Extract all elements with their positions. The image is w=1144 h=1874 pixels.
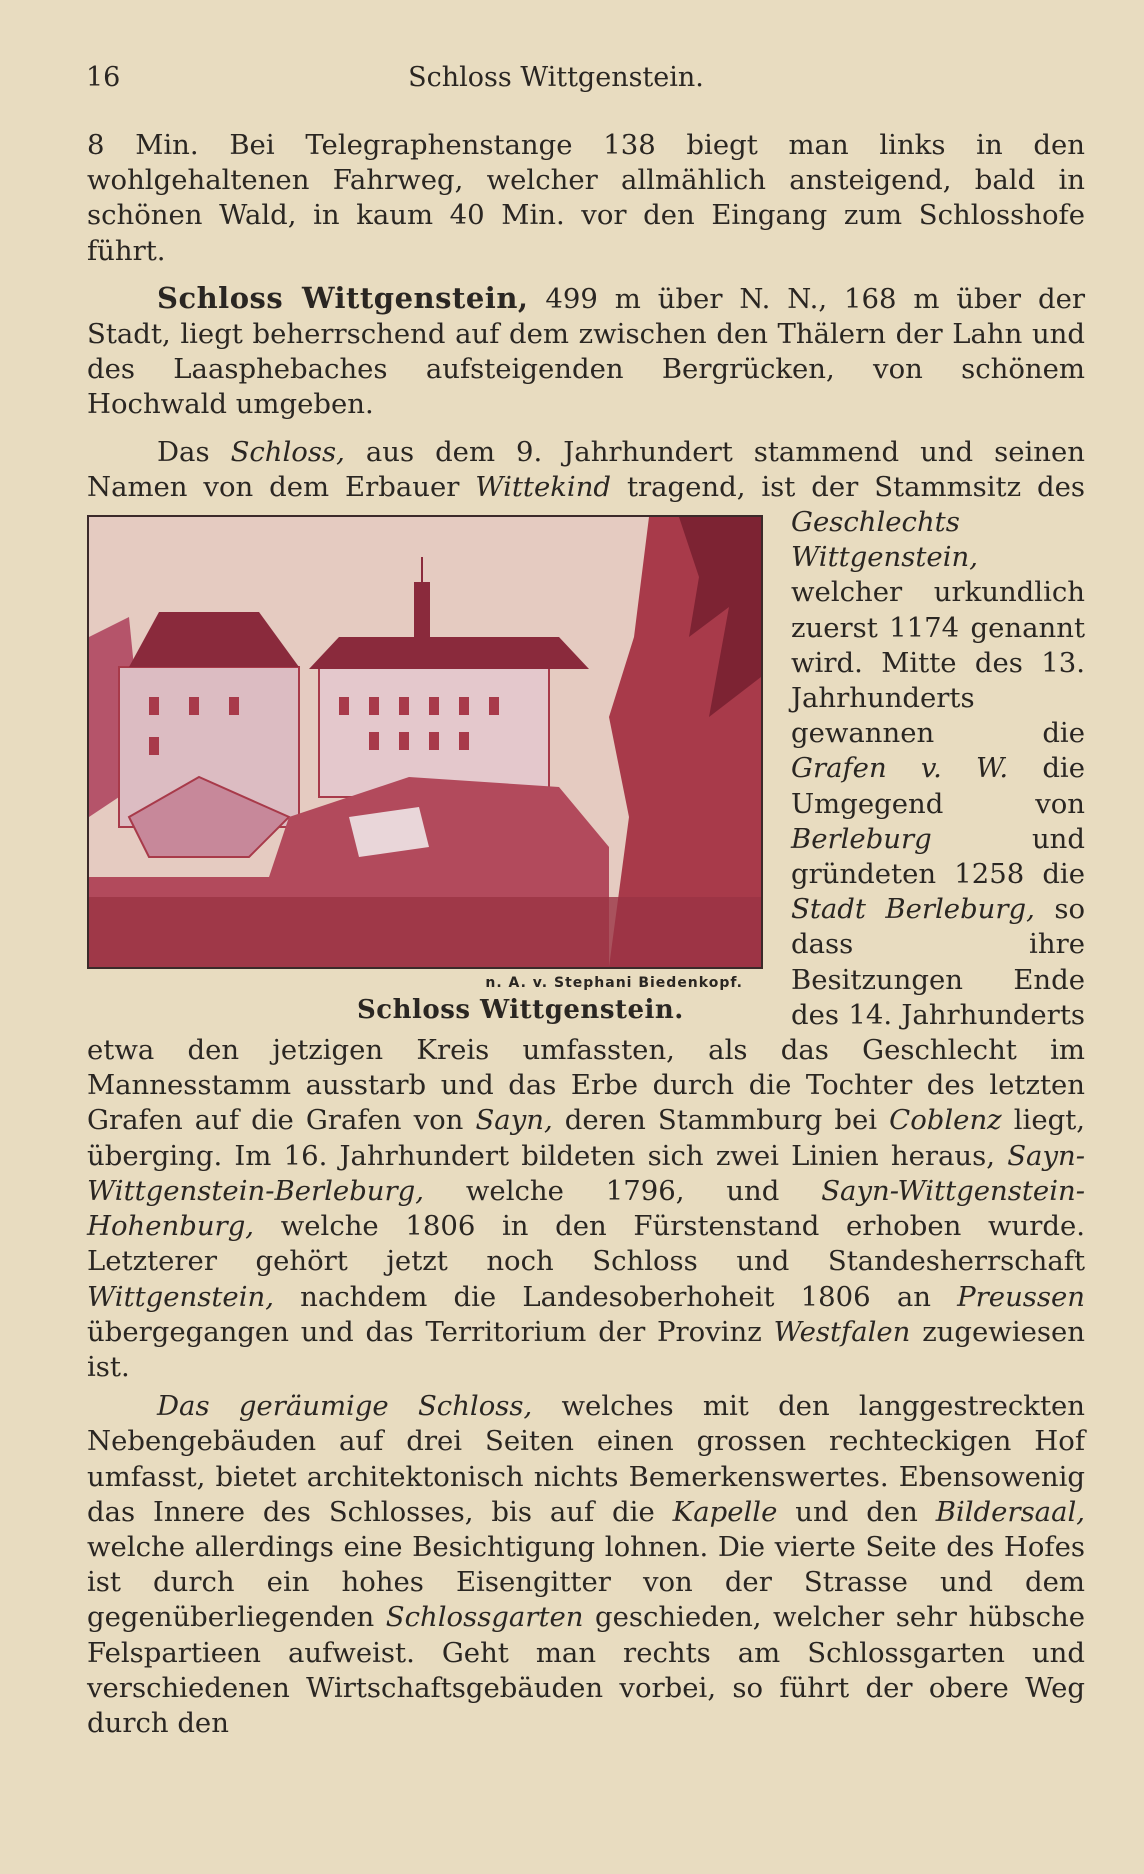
castle-figure <box>87 515 763 1025</box>
paragraph-1: 8 Min. Bei Telegraphenstange 138 biegt man links in den wohlgehaltenen Fahrweg, welcher allmählich ansteigend, bald in schönen Wald, in kaum 40 Min. vor den Eingang zum Schlosshofe führt. <box>87 129 1085 267</box>
paragraph-2: Schloss Wittgenstein, 499 m über N. N., 168 m über der Stadt, liegt beherrschend auf dem zwischen den Thälern der Lahn und des Laasphebaches aufsteigenden Bergrücken, von schönem Hochwald umgeben. <box>87 280 1085 421</box>
figure-credit: n. A. v. Stephani Biedenkopf. <box>485 975 743 992</box>
paragraph-3: Das Schloss, aus dem 9. Jahrhundert stammend und seinen Namen von dem Erbauer Wittekind tragend, ist der Stammsitz des n. A. v. Stephani Biedenkopf. Schloss Wittgenstein. Geschlechts Wittgenstein, welcher urkundlich zuerst 1174 genannt wird. Mitte des 13. Jahrhunderts gewannen die Grafen v. W. die Umgegend von Berleburg und gründeten 1258 die Stadt Berleburg, so dass ihre Besitzungen Ende des 14. Jahrhunderts etwa den jetzigen Kreis umfassten, als das Geschlecht im Mannesstamm ausstarb und das Erbe durch die Tochter des letzten Grafen auf die Grafen von Sayn, deren Stammburg bei Coblenz liegt, überging. Im 16. Jahrhundert bildeten sich zwei Linien heraus, Sayn-Wittgenstein-Berleburg, welche 1796, und Sayn-Wittgenstein-Hohenburg, welche 1806 in den Fürstenstand erhoben wurde. Letzterer gehört jetzt noch Schloss und Standesherrschaft Wittgenstein, nachdem die Landesoberhoheit 1806 an Preussen übergegangen und das Territorium der Provinz Westfalen zugewiesen ist. <box>87 435 1085 1383</box>
running-title: Schloss Wittgenstein. <box>408 62 704 93</box>
figure-caption: Schloss Wittgenstein. <box>357 995 684 1026</box>
castle-illustration <box>89 517 761 967</box>
castle-engraving <box>87 515 763 969</box>
paragraph-2-lead: Schloss Wittgenstein, <box>157 280 529 315</box>
paragraph-4: Das geräumige Schloss, welches mit den langgestreckten Nebengebäuden auf drei Seiten einen grossen rechteckigen Hof umfasst, bietet architektonisch nichts Bemerkenswertes. Ebensowenig das Innere des Schlosses, bis auf die Kapelle und den Bildersaal, welche allerdings eine Besichtigung lohnen. Die vierte Seite des Hofes ist durch ein hohes Eisengitter von der Strasse und dem gegenüberliegenden Schlossgarten geschieden, welcher sehr hübsche Felspartieen aufweist. Geht man rechts am Schlossgarten und verschiedenen Wirtschaftsgebäuden vorbei, so führt der obere Weg durch den <box>87 1390 1086 1739</box>
page-body <box>87 128 1085 1741</box>
page-number: 16 <box>86 62 121 93</box>
page-header <box>86 62 1086 102</box>
